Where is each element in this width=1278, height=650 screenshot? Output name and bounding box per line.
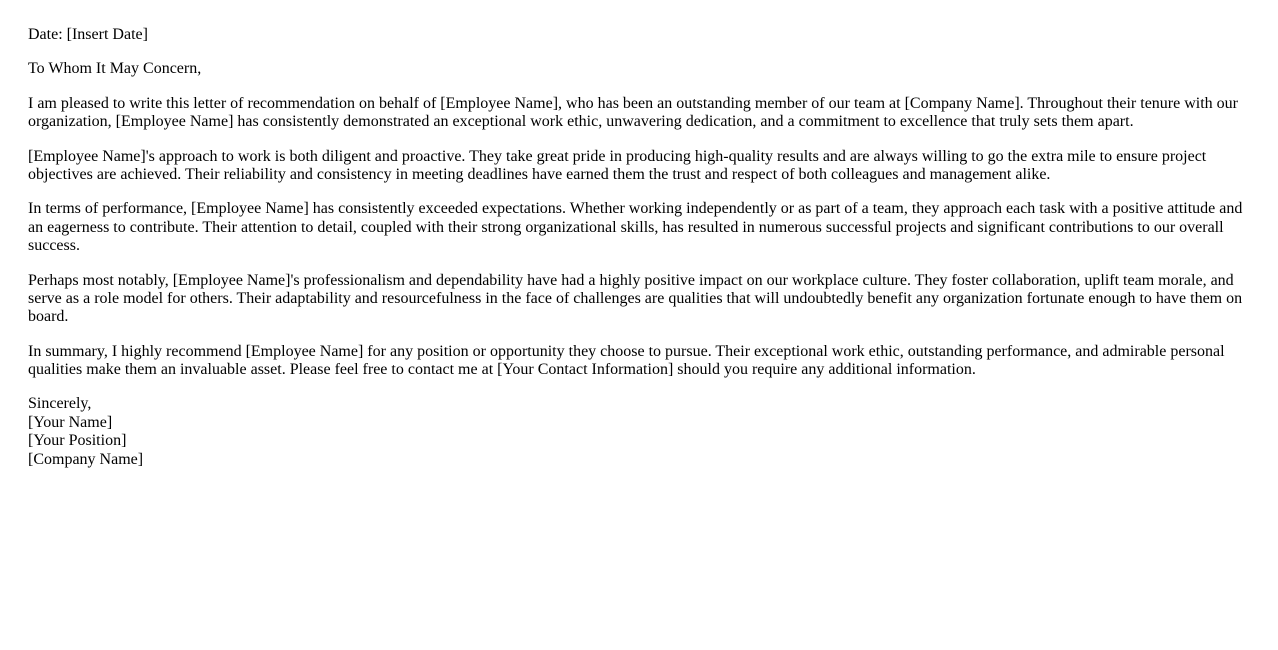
paragraph-summary: In summary, I highly recommend [Employee Name] for any position or opportunity they choose to pursue. Their exceptional work ethic, outstanding performance, and admirable personal qualities make them an invaluable asset. Please feel free to contact me at [Your Contact Information] should you require any additional information.	[28, 342, 1225, 379]
paragraph-performance: In terms of performance, [Employee Name] has consistently exceeded expectations. Whether working independently or as part of a team, they approach each task with a positive attitude and an eagerness to contribute. Their attention to detail, coupled with their strong organizational skills, has resulted in numerous successful projects and significant contributions to our overall success.	[28, 200, 1243, 255]
signature-block	[28, 395, 1250, 469]
salutation: To Whom It May Concern,	[28, 60, 202, 78]
closing-line: Sincerely,	[28, 395, 92, 413]
paragraph-work-approach: [Employee Name]'s approach to work is both diligent and proactive. They take great pride in producing high-quality results and are always willing to go the extra mile to ensure project objectives are achieved. Their reliability and consistency in meeting deadlines have earned them the trust and respect of both colleagues and management alike.	[28, 147, 1207, 183]
paragraph-introduction: I am pleased to write this letter of recommendation on behalf of [Employee Name], who has been an outstanding member of our team at [Company Name]. Throughout their tenure with our organization, [Employee Name] has consistently demonstrated an exceptional work ethic, unwavering dedication, and a commitment to excellence that truly sets them apart.	[28, 94, 1239, 131]
signature-company: [Company Name]	[28, 450, 144, 468]
paragraph-professionalism: Perhaps most notably, [Employee Name]'s professionalism and dependability have had a highly positive impact on our workplace culture. They foster collaboration, uplift team morale, and serve as a role model for others. Their adaptability and resourcefulness in the face of challenges are qualities that will undoubtedly benefit any organization fortunate enough to have them on board.	[28, 271, 1243, 326]
date-line: Date: [Insert Date]	[28, 26, 148, 43]
signature-name: [Your Name]	[28, 413, 113, 431]
signature-position: [Your Position]	[28, 432, 127, 450]
